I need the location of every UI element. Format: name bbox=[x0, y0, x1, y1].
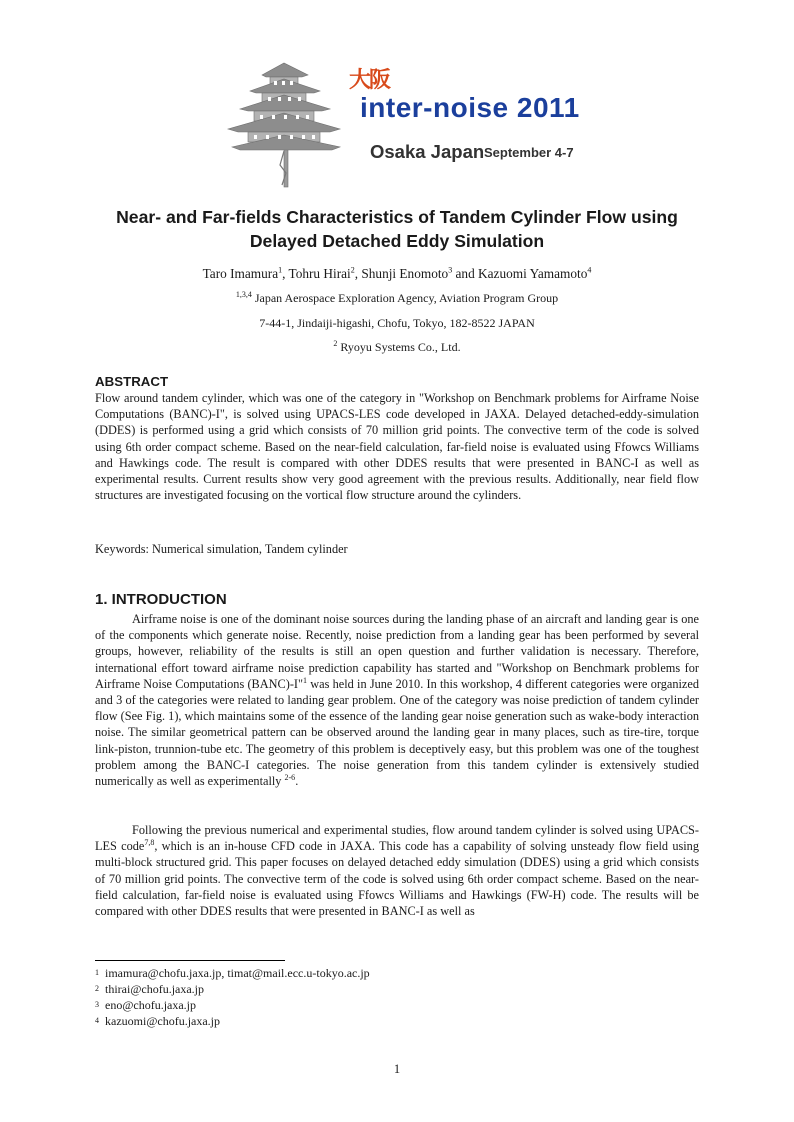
footnote-rule bbox=[95, 960, 285, 961]
intro-paragraph-1 bbox=[95, 611, 699, 789]
author-sup: 4 bbox=[587, 265, 592, 275]
author-name: , Shunji Enomoto bbox=[354, 266, 449, 281]
osaka-kanji: 大阪 bbox=[349, 68, 390, 93]
section-heading-introduction: 1. INTRODUCTION bbox=[95, 591, 227, 608]
author-name: and Kazuomi Yamamoto bbox=[452, 266, 588, 281]
abstract-heading: ABSTRACT bbox=[95, 374, 169, 389]
intro-p2-text-a: Following the previous numerical and experimental studies, flow around tandem cylinder is solved using UPACS-LES code bbox=[95, 823, 699, 854]
author-sup: 1 bbox=[278, 265, 283, 275]
footnote bbox=[95, 1014, 220, 1029]
affiliation-1 bbox=[60, 291, 734, 306]
footnote-number: 2 bbox=[95, 984, 99, 993]
paper-title bbox=[60, 205, 734, 253]
intro-p2-text-b: , which is an in-house CFD code in JAXA. This code has a capability of solving unsteady flow field using multi-block structured grid. This paper focuses on delayed detached eddy simulation (DDES) using a grid which consists of 70 million grid points. The convective term of the code is solved using 6th order compact scheme. Based on the near-field calculation, far-field noise is evaluated using Ffowcs Williams and Hawkings (FW-H) code. The results will be compared with other DDES results that were presented in BANC-I as well as bbox=[95, 839, 699, 919]
author-name: Taro Imamura bbox=[202, 266, 279, 281]
author-sup: 2 bbox=[350, 265, 355, 275]
footnote-text: kazuomi@chofu.jaxa.jp bbox=[105, 1014, 221, 1028]
citation-sup: 1 bbox=[303, 675, 308, 685]
conference-dates: September 4-7 bbox=[484, 145, 574, 160]
citation-sup: 2-6 bbox=[284, 772, 296, 782]
footnote-number: 4 bbox=[95, 1016, 99, 1025]
intro-paragraph-2 bbox=[95, 822, 699, 919]
footnote bbox=[95, 966, 370, 981]
castle-icon bbox=[228, 63, 340, 187]
title-line-2: Delayed Detached Eddy Simulation bbox=[249, 231, 545, 251]
affiliation-address: 7-44-1, Jindaiji-higashi, Chofu, Tokyo, 182-8522 JAPAN bbox=[259, 316, 535, 330]
conference-location: Osaka Japan bbox=[370, 141, 485, 162]
affiliation-text: Japan Aerospace Exploration Agency, Aviation Program Group bbox=[254, 291, 559, 305]
intro-p1-text-b: was held in June 2010. In this workshop, 4 different categories were organized and 3 of the categories were related to landing gear problem. One of the category was noise prediction of tandem cylinder flow (See Fig. 1), which maintains some of the essence of the landing gear noise generation such as wake-body interaction noise. The similar geometrical pattern can be observed around the landing gear in many places, such as tire-tire, torque link-piston, trunnion-tube etc. The geometry of this problem is deceptively easy, but this problem was one of the toughest problem among the BANC-I categories. The noise generation from this tandem cylinder is extensively studied numerically as well as experimentally bbox=[95, 676, 699, 789]
author-list bbox=[60, 266, 734, 282]
title-line-1: Near- and Far-fields Characteristics of Tandem Cylinder Flow using bbox=[116, 207, 678, 227]
intro-p1-text-a: Airframe noise is one of the dominant noise sources during the landing phase of an aircraft and landing gear is one of the components which generate noise. Recently, noise prediction from a landing gear has been performed by several groups, however, reliability of the results is still an open question and further validation is necessary. Therefore, international effort toward airframe noise prediction capability has started and "Workshop on Benchmark problems for Airframe Noise Computations (BANC)-I" bbox=[95, 612, 699, 691]
affiliation-2 bbox=[60, 340, 734, 355]
author-sup: 3 bbox=[448, 265, 453, 275]
affiliation-sup: 1,3,4 bbox=[235, 290, 252, 299]
affiliation-sup: 2 bbox=[333, 339, 338, 348]
footnote bbox=[95, 982, 204, 997]
affiliation-text: Ryoyu Systems Co., Ltd. bbox=[340, 340, 461, 354]
footnote bbox=[95, 998, 196, 1013]
abstract-text: Flow around tandem cylinder, which was one of the category in "Workshop on Benchmark problems for Airframe Noise Computations (BANC)-I", is solved using UPACS-LES code developed in JAXA. Delayed detached-eddy-simulation (DDES) is performed using a grid which consists of 70 million grid points. The convective term of the code is solved using 6th order compact scheme. Based on the near-field calculation, far-field noise is evaluated using Ffowcs Williams and Hawkings code. The result is compared with other DDES results that were presented in BANC-I as well as experimental results. Current results show very good agreement with the previous results. Additionally, near field flow structures are investigated focusing on the vortical flow structure around the cylinders. bbox=[95, 391, 699, 503]
footnote-number: 3 bbox=[95, 1000, 99, 1009]
footnote-number: 1 bbox=[95, 968, 99, 977]
author-name: , Tohru Hirai bbox=[282, 266, 351, 281]
page-number: 1 bbox=[393, 1062, 401, 1076]
citation-sup: 7,8 bbox=[144, 838, 155, 848]
footnote-text: eno@chofu.jaxa.jp bbox=[105, 998, 197, 1012]
footnote-text: thirai@chofu.jaxa.jp bbox=[105, 982, 205, 996]
footnote-text: imamura@chofu.jaxa.jp, timat@mail.ecc.u-tokyo.ac.jp bbox=[105, 966, 370, 980]
conference-name: inter-noise 2011 bbox=[360, 92, 580, 123]
intro-p1-text-c: . bbox=[295, 774, 299, 789]
keywords: Keywords: Numerical simulation, Tandem cylinder bbox=[95, 542, 348, 556]
